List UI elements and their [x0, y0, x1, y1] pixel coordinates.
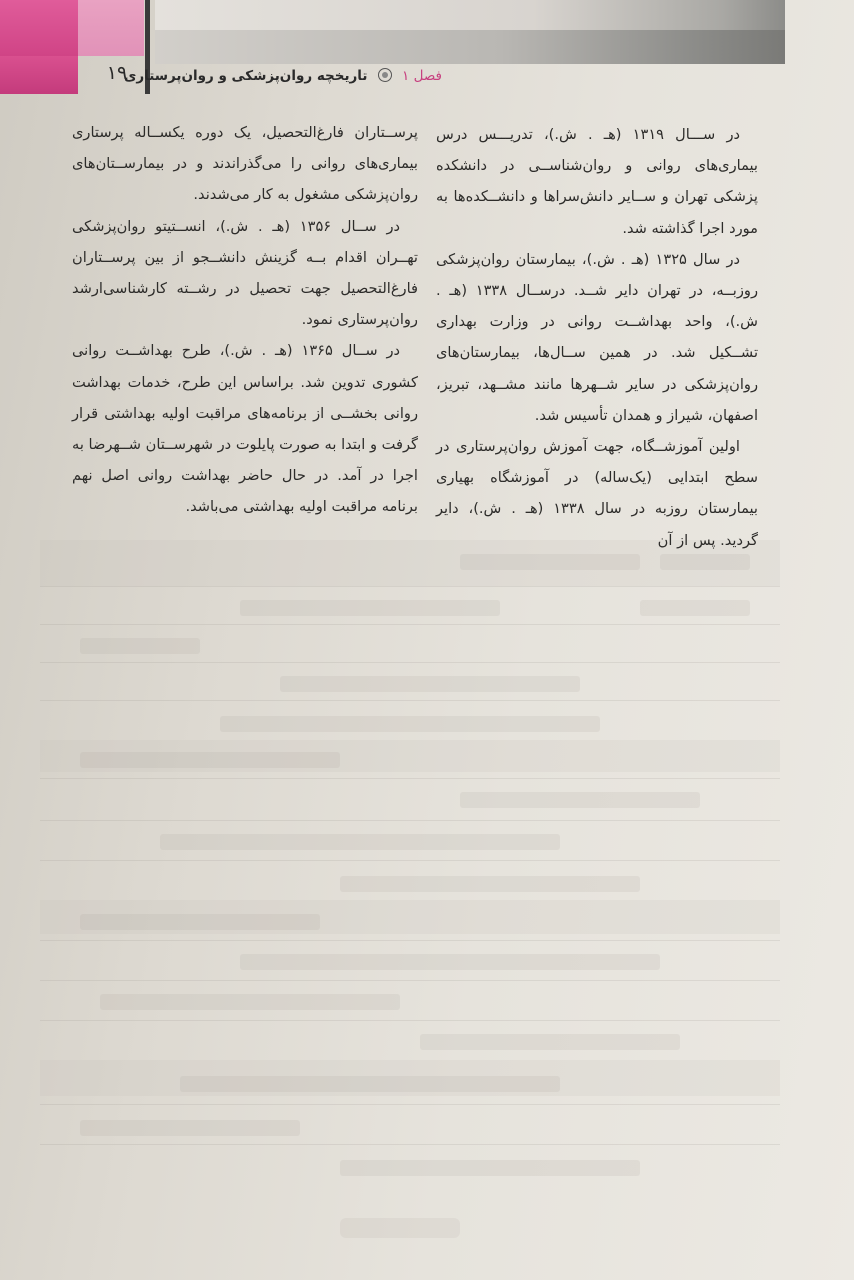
pink-tab-light	[78, 0, 144, 56]
show-through-table	[40, 520, 780, 1220]
flower-bullet-icon	[378, 68, 392, 82]
paragraph: پرســتاران فارغ‌التحصیل، یک دوره یکســاله پرستاری بیماری‌های روانی را می‌گذراندند و در بیمارســتان‌های روان‌پزشکی مشغول به کار می‌شدند.	[72, 124, 418, 204]
paragraph: در ســـال ۱۳۱۹ (هـ . ش.)، تدریـــس درس بیماری‌های روانی و روان‌شناســی در دانشکده پزشکی تهران و ســایر دانش‌سراها و دانشــکده‌ها به مورد اجرا گذاشته شد.	[436, 126, 758, 237]
text-column-right	[436, 119, 758, 556]
paragraph: در ســال ۱۳۶۵ (هـ . ش.)، طرح بهداشــت روانی کشوری تدوین شد. براساس این طرح، خدمات بهداشت روانی بخشــی از برنامه‌های مراقبت اولیه بهداشتی قرار گرفت و ابتدا به صورت پایلوت در شهرســتان شــهرضا به اجرا در آمد. در حال حاضر بهداشت روانی اصل نهم برنامه مراقبت اولیه بهداشتی می‌باشد.	[72, 342, 418, 516]
running-head	[123, 68, 442, 84]
page-number: ۱۹	[106, 62, 128, 84]
pink-tab-bottom	[0, 56, 78, 94]
header-band-shade	[155, 30, 785, 64]
pink-tab-top	[0, 0, 78, 56]
show-through-footer	[340, 1218, 460, 1238]
text-column-left	[72, 117, 418, 523]
paragraph: اولین آموزشــگاه، جهت آموزش روان‌پرستاری در سطح ابتدایی (یک‌ساله) در آموزشگاه بهیاری بیمارستان روزبه در سال ۱۳۳۸ (هـ . ش.)، دایر گردید. پس از آن	[436, 438, 758, 549]
chapter-label: فصل ۱	[402, 68, 442, 84]
paragraph: در ســال ۱۳۵۶ (هـ . ش.)، انســتیتو روان‌پزشکی تهــران اقدام بــه گزینش دانشــجو از بین پرســتاران فارغ‌التحصیل جهت تحصیل در رشــته کارشناسی‌ارشد روان‌پرستاری نمود.	[72, 217, 418, 329]
chapter-title: تاریخچه روان‌پزشکی و روان‌پرستاری	[123, 68, 368, 84]
paragraph: در سال ۱۳۲۵ (هـ . ش.)، بیمارستان روان‌پزشکی روزبــه، در تهران دایر شــد. درســال ۱۳۳۸ (هـ . ش.)، واحد بهداشــت روانی در وزارت بهداری تشــکیل شد. در همین ســال‌ها، بیمارستان‌های روان‌پزشکی در سایر شــهرها مانند مشــهد، تبریز، اصفهان، شیراز و همدان تأسیس شد.	[436, 250, 758, 424]
